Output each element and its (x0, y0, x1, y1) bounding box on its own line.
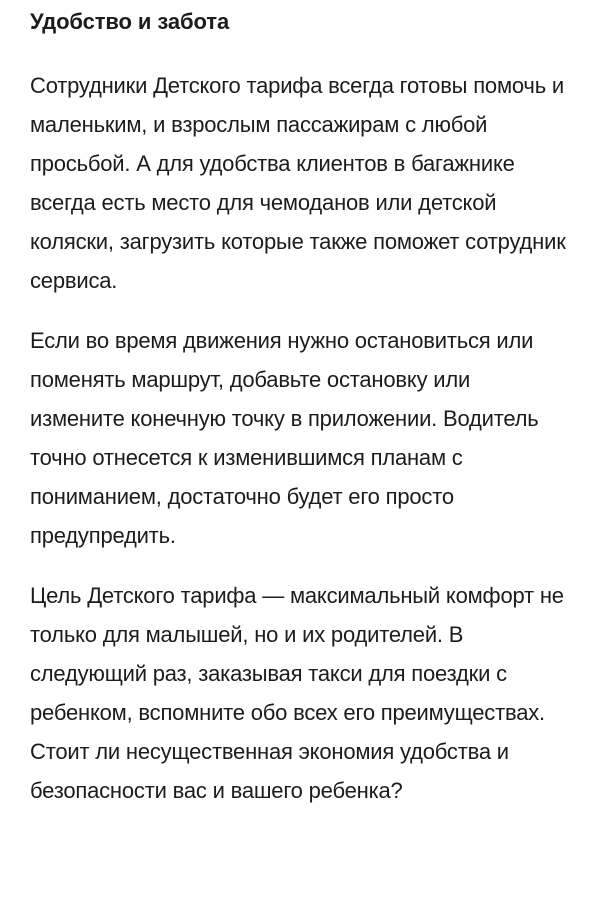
paragraph-route-change: Если во время движения нужно остановиться или поменять маршрут, добавьте остановку или измените конечную точку в приложении. Водитель точно отнесется к изменившимся планам с пониманием, достаточно будет его просто предупредить. (30, 328, 539, 548)
section-heading: Удобство и забота (30, 9, 230, 34)
paragraph-goal: Цель Детского тарифа — максимальный комфорт не только для малышей, но и их родителей. В следующий раз, заказывая такси для поездки с ребенком, вспомните обо всех его преимуществах. Стоит ли несущественная экономия удобства и безопасности вас и вашего ребенка? (30, 583, 564, 803)
paragraph-comfort: Сотрудники Детского тарифа всегда готовы помочь и маленьким, и взрослым пассажирам с любой просьбой. А для удобства клиентов в багажнике всегда есть место для чемоданов или детской коляски, загрузить которые также поможет сотрудник сервиса. (30, 73, 566, 293)
